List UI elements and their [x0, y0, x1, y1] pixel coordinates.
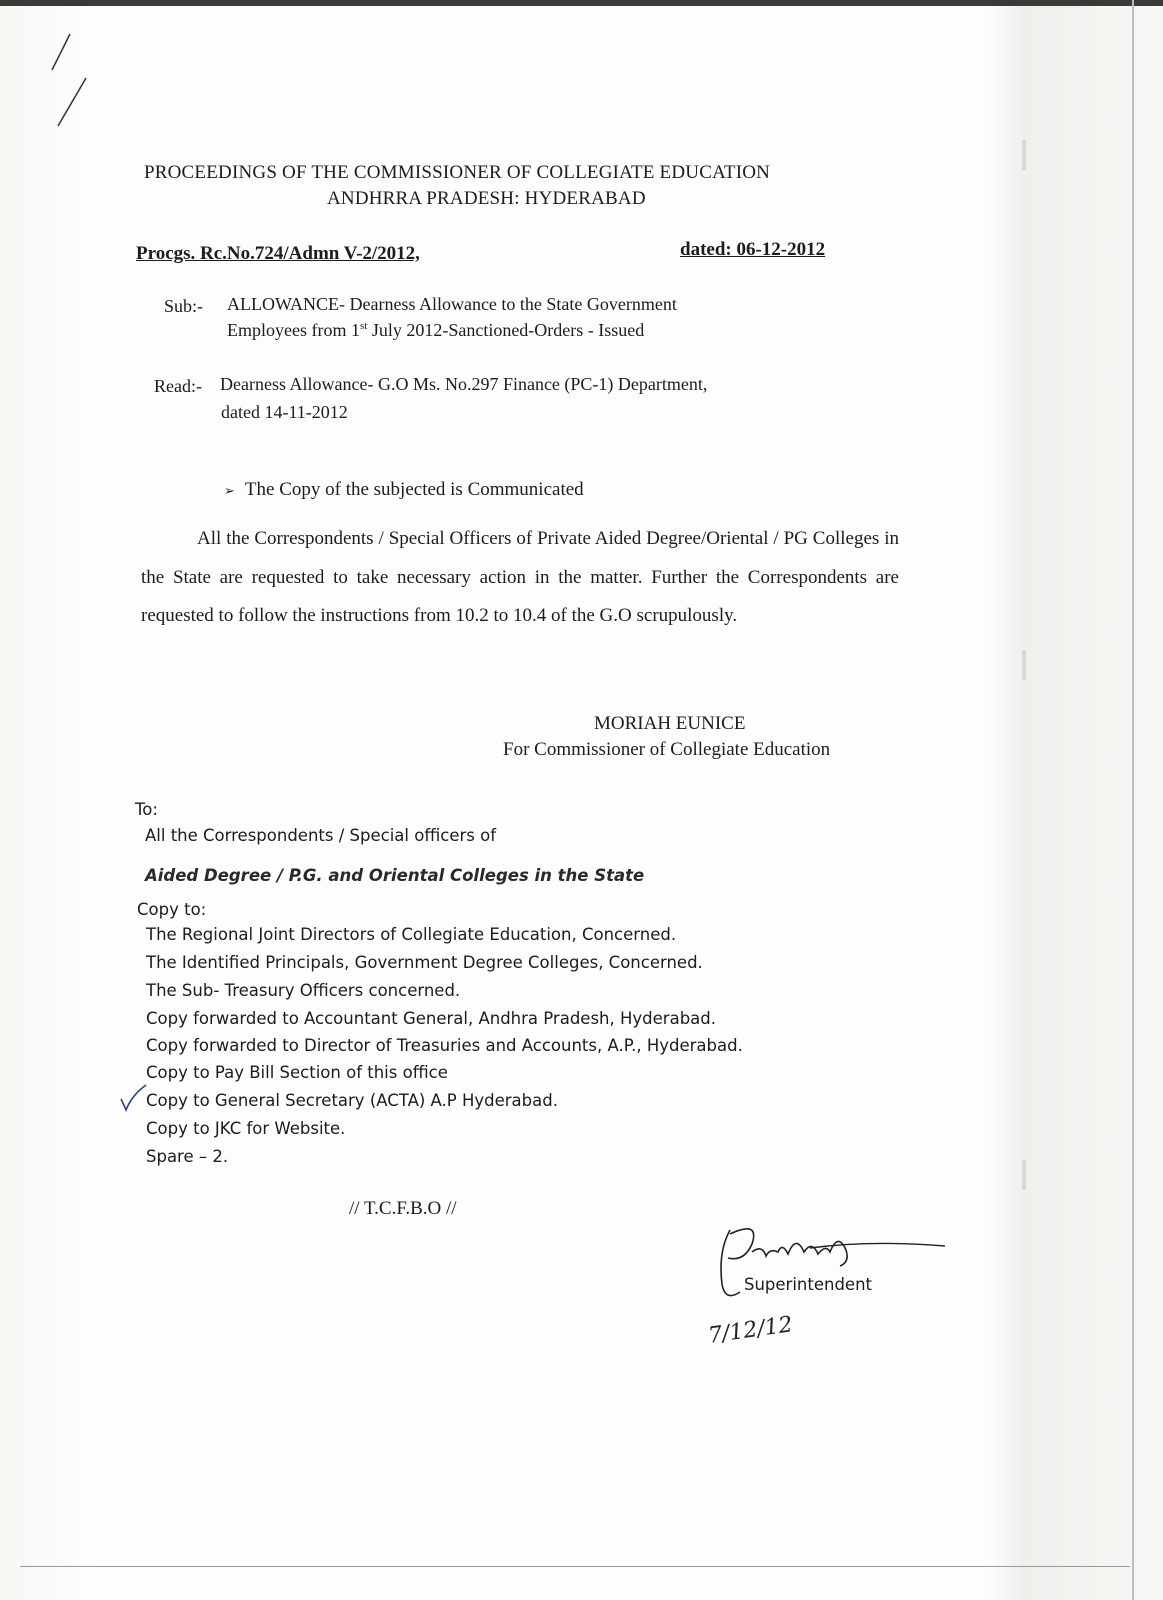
- footer-code: // T.C.F.B.O //: [349, 1198, 457, 1219]
- copy-to-label: Copy to:: [137, 900, 207, 919]
- superintendent-title: Superintendent: [744, 1275, 873, 1294]
- copy-to-item: Copy to JKC for Website.: [146, 1119, 346, 1138]
- to-label: To:: [135, 800, 158, 819]
- arrow-bullet-icon: ➢: [224, 484, 235, 499]
- heading-line-2: ANDHRRA PRADESH: HYDERABAD: [327, 188, 646, 209]
- signatory-title: For Commissioner of Collegiate Education: [503, 739, 831, 760]
- copy-to-item: Copy to General Secretary (ACTA) A.P Hyderabad.: [146, 1091, 558, 1110]
- subject-line-1: ALLOWANCE- Dearness Allowance to the State Government: [227, 294, 677, 314]
- scan-top-edge: [0, 0, 1163, 6]
- reference-number: Procgs. Rc.No.724/Admn V-2/2012,: [136, 243, 420, 264]
- scan-bottom-edge: [20, 1566, 1130, 1567]
- read-line-2: dated 14-11-2012: [221, 402, 348, 422]
- bullet-text: The Copy of the subjected is Communicated: [244, 479, 584, 500]
- copy-to-item: The Sub- Treasury Officers concerned.: [146, 981, 461, 1000]
- scan-artifact: [1022, 140, 1026, 170]
- subject-superscript: st: [359, 320, 368, 332]
- copy-to-item: Copy forwarded to Director of Treasuries and Accounts, A.P., Hyderabad.: [146, 1036, 743, 1055]
- copy-to-item: The Regional Joint Directors of Collegiate Education, Concerned.: [146, 925, 677, 944]
- to-line-2: Aided Degree / P.G. and Oriental Colleges in the State: [145, 866, 645, 885]
- signatory-name: MORIAH EUNICE: [594, 713, 746, 734]
- subject-label: Sub:-: [164, 296, 204, 316]
- body-paragraph-text: All the Correspondents / Special Officers of Private Aided Degree/Oriental / PG Colleges in the State are requested to take necessary action in the matter. Further the Correspondents are requested to follow the instructions from 10.2 to 10.4 of the G.O scrupulously.: [141, 528, 899, 626]
- subject-line-2-start: Employees from 1: [227, 320, 360, 340]
- to-line-1: All the Correspondents / Special officers of: [145, 826, 497, 845]
- copy-to-item: Copy forwarded to Accountant General, Andhra Pradesh, Hyderabad.: [146, 1009, 716, 1028]
- handwritten-date: 7/12/12: [706, 1312, 795, 1349]
- subject-line-2: [227, 320, 644, 341]
- checkmark-icon: [118, 1083, 148, 1113]
- body-paragraph: [141, 520, 899, 636]
- copy-to-item: Copy to Pay Bill Section of this office: [146, 1063, 448, 1082]
- scan-artifact: [1022, 1160, 1026, 1190]
- read-label: Read:-: [154, 376, 202, 396]
- read-line-1: Dearness Allowance- G.O Ms. No.297 Finance (PC-1) Department,: [220, 374, 708, 394]
- pen-mark-top-left: [44, 28, 94, 128]
- bullet-point: [224, 479, 584, 501]
- copy-to-item: Spare – 2.: [146, 1147, 229, 1166]
- scan-right-edge: [1132, 0, 1134, 1600]
- copy-to-item: The Identified Principals, Government Degree Colleges, Concerned.: [146, 953, 703, 972]
- scan-artifact: [1022, 650, 1026, 680]
- heading-line-1: PROCEEDINGS OF THE COMMISSIONER OF COLLEGIATE EDUCATION: [144, 162, 771, 183]
- subject-line-2-end: July 2012-Sanctioned-Orders - Issued: [367, 320, 645, 340]
- reference-date: dated: 06-12-2012: [680, 239, 826, 260]
